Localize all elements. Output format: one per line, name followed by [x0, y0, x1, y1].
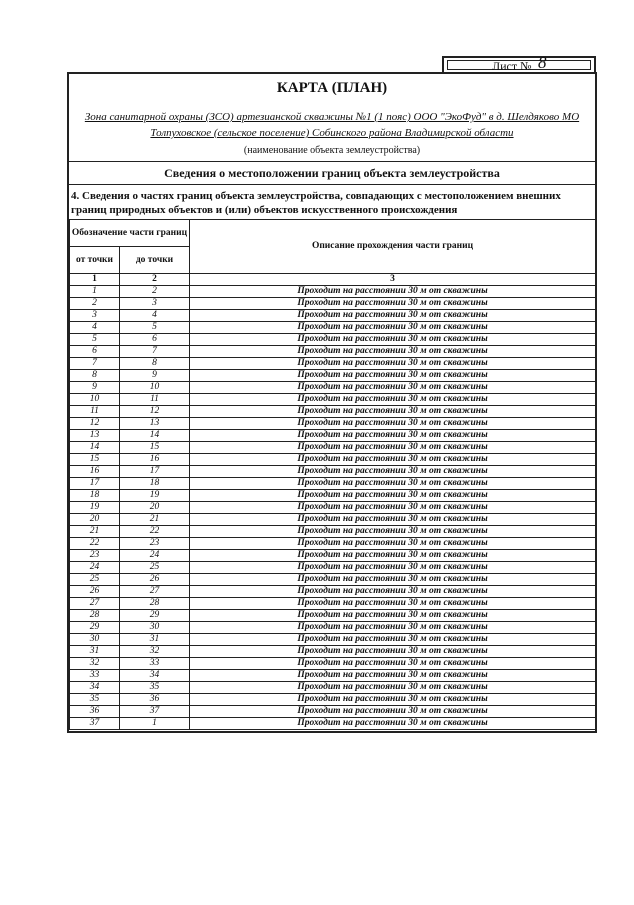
from-point-cell: 16 — [70, 466, 120, 478]
description-cell: Проходит на расстоянии 30 м от скважины — [190, 334, 596, 346]
description-cell: Проходит на расстоянии 30 м от скважины — [190, 706, 596, 718]
description-cell: Проходит на расстоянии 30 м от скважины — [190, 406, 596, 418]
table-row — [70, 694, 596, 706]
to-point-cell: 25 — [120, 562, 190, 574]
table-row — [70, 454, 596, 466]
to-point-cell: 36 — [120, 694, 190, 706]
table-row — [70, 286, 596, 298]
table-row — [70, 502, 596, 514]
column-number-3: 3 — [190, 274, 596, 286]
from-point-cell: 3 — [70, 310, 120, 322]
object-name-caption: (наименование объекта землеустройства) — [243, 145, 421, 156]
to-point-cell: 28 — [120, 598, 190, 610]
from-point-cell: 21 — [70, 526, 120, 538]
description-cell: Проходит на расстоянии 30 м от скважины — [190, 442, 596, 454]
from-point-cell: 26 — [70, 586, 120, 598]
from-point-cell: 7 — [70, 358, 120, 370]
table-row — [70, 622, 596, 634]
description-cell: Проходит на расстоянии 30 м от скважины — [190, 658, 596, 670]
description-cell: Проходит на расстоянии 30 м от скважины — [190, 694, 596, 706]
from-point-cell: 31 — [70, 646, 120, 658]
from-point-cell: 19 — [70, 502, 120, 514]
from-point-cell: 34 — [70, 682, 120, 694]
description-cell: Проходит на расстоянии 30 м от скважины — [190, 718, 596, 730]
to-point-cell: 27 — [120, 586, 190, 598]
description-cell: Проходит на расстоянии 30 м от скважины — [190, 682, 596, 694]
description-cell: Проходит на расстоянии 30 м от скважины — [190, 370, 596, 382]
table-row — [70, 658, 596, 670]
to-point-cell: 9 — [120, 370, 190, 382]
from-point-cell: 28 — [70, 610, 120, 622]
to-point-cell: 26 — [120, 574, 190, 586]
table-row — [70, 634, 596, 646]
table-row — [70, 706, 596, 718]
from-point-cell: 12 — [70, 418, 120, 430]
description-cell: Проходит на расстоянии 30 м от скважины — [190, 514, 596, 526]
table-row — [70, 310, 596, 322]
table-row — [70, 538, 596, 550]
from-point-cell: 5 — [70, 334, 120, 346]
to-point-cell: 30 — [120, 622, 190, 634]
from-point-cell: 17 — [70, 478, 120, 490]
to-point-cell: 18 — [120, 478, 190, 490]
table-row — [70, 382, 596, 394]
document-frame — [67, 72, 597, 733]
to-point-cell: 17 — [120, 466, 190, 478]
table-row — [70, 598, 596, 610]
sheet-number: 8 — [538, 53, 547, 72]
column-number-2: 2 — [120, 274, 190, 286]
description-cell: Проходит на расстоянии 30 м от скважины — [190, 322, 596, 334]
from-point-cell: 18 — [70, 490, 120, 502]
description-cell: Проходит на расстоянии 30 м от скважины — [190, 586, 596, 598]
description-cell: Проходит на расстоянии 30 м от скважины — [190, 634, 596, 646]
to-point-cell: 24 — [120, 550, 190, 562]
from-point-cell: 6 — [70, 346, 120, 358]
from-point-cell: 33 — [70, 670, 120, 682]
object-subtitle — [77, 109, 587, 141]
to-point-cell: 31 — [120, 634, 190, 646]
table-row — [70, 442, 596, 454]
table-row — [70, 334, 596, 346]
to-point-cell: 2 — [120, 286, 190, 298]
table-row — [70, 478, 596, 490]
description-cell: Проходит на расстоянии 30 м от скважины — [190, 310, 596, 322]
to-point-cell: 8 — [120, 358, 190, 370]
description-cell: Проходит на расстоянии 30 м от скважины — [190, 286, 596, 298]
subsection-title: 4. Сведения о частях границ объекта землеустройства, совпадающих с местоположением внешних границ природных объектов и (или) объектов искусственного происхождения — [71, 190, 561, 216]
description-cell: Проходит на расстоянии 30 м от скважины — [190, 490, 596, 502]
table-row — [70, 562, 596, 574]
table-row — [70, 670, 596, 682]
description-cell: Проходит на расстоянии 30 м от скважины — [190, 478, 596, 490]
from-point-cell: 36 — [70, 706, 120, 718]
to-point-cell: 16 — [120, 454, 190, 466]
page-title: КАРТА (ПЛАН) — [276, 80, 388, 96]
table-row — [70, 406, 596, 418]
from-point-cell: 4 — [70, 322, 120, 334]
table-row — [70, 718, 596, 730]
to-point-cell: 11 — [120, 394, 190, 406]
table-row — [70, 610, 596, 622]
to-point-cell: 1 — [120, 718, 190, 730]
object-subtitle-line-2: Толпуховское (сельское поселение) Собинского района Владимирской области — [150, 127, 514, 139]
to-point-cell: 12 — [120, 406, 190, 418]
description-cell: Проходит на расстоянии 30 м от скважины — [190, 574, 596, 586]
table-row — [70, 466, 596, 478]
table-row — [70, 490, 596, 502]
table-row — [70, 358, 596, 370]
to-point-cell: 5 — [120, 322, 190, 334]
from-point-cell: 37 — [70, 718, 120, 730]
table-row — [70, 514, 596, 526]
to-point-cell: 7 — [120, 346, 190, 358]
to-point-cell: 22 — [120, 526, 190, 538]
header-designation: Обозначение части границ — [70, 220, 190, 247]
table-row — [70, 430, 596, 442]
to-point-cell: 32 — [120, 646, 190, 658]
description-cell: Проходит на расстоянии 30 м от скважины — [190, 538, 596, 550]
from-point-cell: 29 — [70, 622, 120, 634]
description-cell: Проходит на расстоянии 30 м от скважины — [190, 298, 596, 310]
description-cell: Проходит на расстоянии 30 м от скважины — [190, 598, 596, 610]
to-point-cell: 15 — [120, 442, 190, 454]
description-cell: Проходит на расстоянии 30 м от скважины — [190, 430, 596, 442]
column-number-1: 1 — [70, 274, 120, 286]
description-cell: Проходит на расстоянии 30 м от скважины — [190, 610, 596, 622]
table-row — [70, 394, 596, 406]
from-point-cell: 1 — [70, 286, 120, 298]
from-point-cell: 35 — [70, 694, 120, 706]
table-row — [70, 298, 596, 310]
description-cell: Проходит на расстоянии 30 м от скважины — [190, 526, 596, 538]
to-point-cell: 21 — [120, 514, 190, 526]
description-cell: Проходит на расстоянии 30 м от скважины — [190, 670, 596, 682]
description-cell: Проходит на расстоянии 30 м от скважины — [190, 382, 596, 394]
to-point-cell: 19 — [120, 490, 190, 502]
table-row — [70, 646, 596, 658]
from-point-cell: 10 — [70, 394, 120, 406]
to-point-cell: 29 — [120, 610, 190, 622]
from-point-cell: 20 — [70, 514, 120, 526]
to-point-cell: 14 — [120, 430, 190, 442]
description-cell: Проходит на расстоянии 30 м от скважины — [190, 466, 596, 478]
header-from-point: от точки — [70, 247, 120, 274]
from-point-cell: 9 — [70, 382, 120, 394]
from-point-cell: 13 — [70, 430, 120, 442]
from-point-cell: 8 — [70, 370, 120, 382]
to-point-cell: 6 — [120, 334, 190, 346]
description-cell: Проходит на расстоянии 30 м от скважины — [190, 358, 596, 370]
description-cell: Проходит на расстоянии 30 м от скважины — [190, 454, 596, 466]
to-point-cell: 10 — [120, 382, 190, 394]
to-point-cell: 35 — [120, 682, 190, 694]
table-row — [70, 370, 596, 382]
to-point-cell: 4 — [120, 310, 190, 322]
to-point-cell: 37 — [120, 706, 190, 718]
description-cell: Проходит на расстоянии 30 м от скважины — [190, 394, 596, 406]
sheet-label: Лист № — [492, 59, 532, 73]
to-point-cell: 34 — [120, 670, 190, 682]
boundary-table — [69, 219, 596, 730]
to-point-cell: 33 — [120, 658, 190, 670]
table-row — [70, 526, 596, 538]
description-cell: Проходит на расстоянии 30 м от скважины — [190, 502, 596, 514]
from-point-cell: 23 — [70, 550, 120, 562]
object-subtitle-line-1: Зона санитарной охраны (ЗСО) артезианской скважины №1 (1 пояс) ООО "ЭкоФуд" в д. Шелдяково МО — [84, 111, 580, 123]
description-cell: Проходит на расстоянии 30 м от скважины — [190, 622, 596, 634]
table-row — [70, 550, 596, 562]
from-point-cell: 11 — [70, 406, 120, 418]
divider-top — [69, 161, 595, 162]
from-point-cell: 15 — [70, 454, 120, 466]
description-cell: Проходит на расстоянии 30 м от скважины — [190, 418, 596, 430]
description-cell: Проходит на расстоянии 30 м от скважины — [190, 550, 596, 562]
to-point-cell: 13 — [120, 418, 190, 430]
to-point-cell: 20 — [120, 502, 190, 514]
table-row — [70, 682, 596, 694]
header-to-point: до точки — [120, 247, 190, 274]
to-point-cell: 3 — [120, 298, 190, 310]
from-point-cell: 30 — [70, 634, 120, 646]
table-row — [70, 586, 596, 598]
to-point-cell: 23 — [120, 538, 190, 550]
description-cell: Проходит на расстоянии 30 м от скважины — [190, 346, 596, 358]
description-cell: Проходит на расстоянии 30 м от скважины — [190, 646, 596, 658]
divider-section — [69, 184, 595, 185]
from-point-cell: 27 — [70, 598, 120, 610]
table-row — [70, 418, 596, 430]
from-point-cell: 2 — [70, 298, 120, 310]
section-title: Сведения о местоположении границ объекта землеустройства — [164, 166, 500, 180]
from-point-cell: 24 — [70, 562, 120, 574]
table-row — [70, 322, 596, 334]
table-row — [70, 574, 596, 586]
from-point-cell: 25 — [70, 574, 120, 586]
from-point-cell: 14 — [70, 442, 120, 454]
description-cell: Проходит на расстоянии 30 м от скважины — [190, 562, 596, 574]
table-row — [70, 346, 596, 358]
header-description: Описание прохождения части границ — [190, 220, 596, 274]
from-point-cell: 32 — [70, 658, 120, 670]
from-point-cell: 22 — [70, 538, 120, 550]
